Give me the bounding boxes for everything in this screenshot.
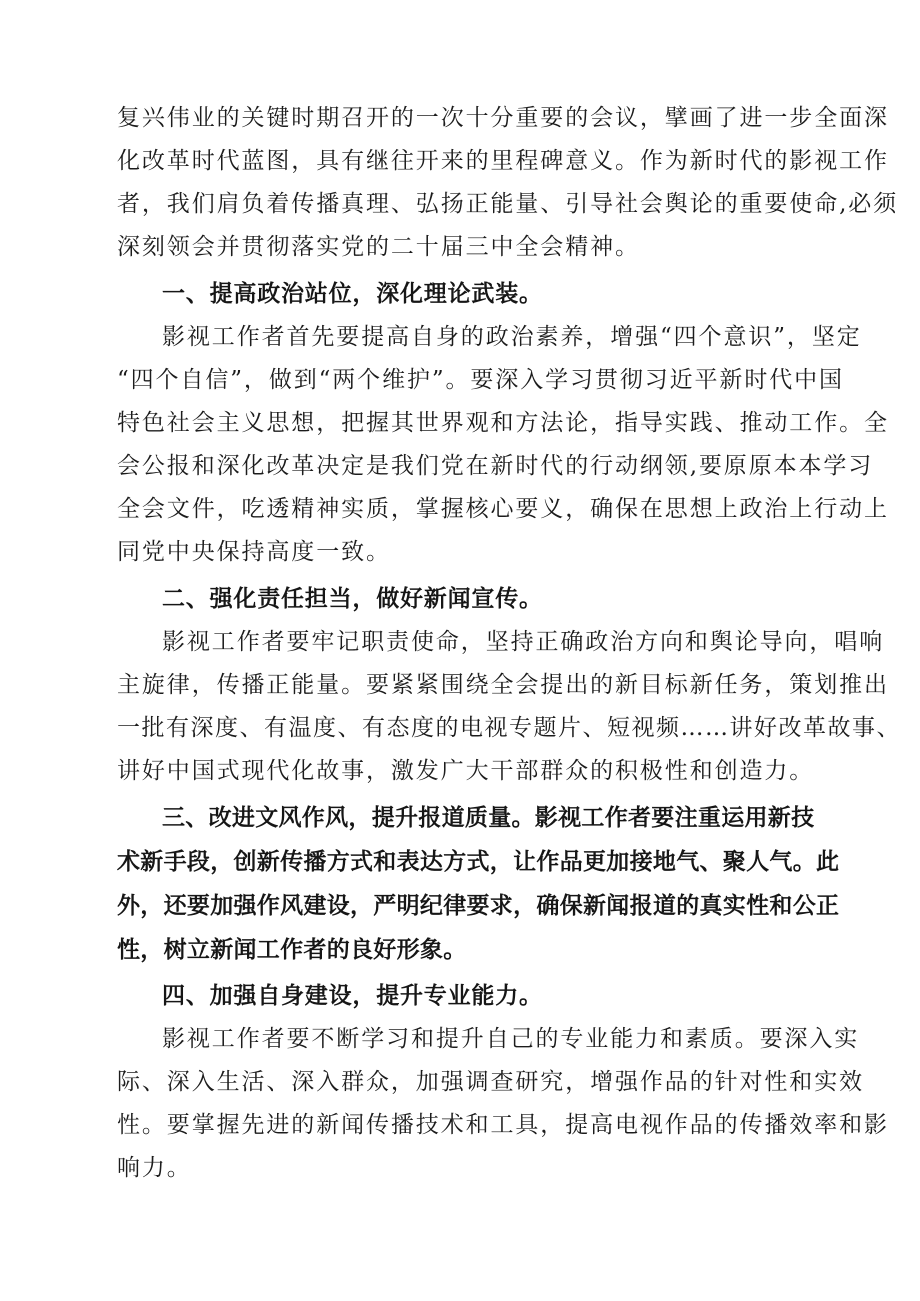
section-3-line-4: 性，树立新闻工作者的良好形象。: [117, 937, 467, 963]
section-2-heading: 二、强化责任担当，做好新闻宣传。: [162, 586, 543, 612]
section-4-line-2: 际、深入生活、深入群众，加强调查研究，增强作品的针对性和实效: [117, 1069, 864, 1095]
intro-line-1: 复兴伟业的关键时期召开的一次十分重要的会议，擘画了进一步全面深: [117, 105, 889, 131]
section-1-line-1: 影视工作者首先要提高自身的政治素养，增强“四个意识”，坚定: [162, 324, 862, 350]
section-1-heading: 一、提高政治站位，深化理论武装。: [162, 281, 543, 307]
section-3-line-2: 术新手段，创新传播方式和表达方式，让作品更加接地气、聚人气。此: [117, 849, 840, 875]
intro-line-4: 深刻领会并贯彻落实党的二十届三中全会精神。: [117, 234, 640, 260]
section-1-line-5: 全会文件，吃透精神实质，掌握核心要义，确保在思想上政治上行动上: [117, 496, 889, 522]
section-3-line-3: 外，还要加强作风建设，严明纪律要求，确保新闻报道的真实性和公正: [117, 893, 840, 919]
section-3-line-1: 三、改进文风作风，提升报道质量。影视工作者要注重运用新技: [162, 805, 815, 831]
section-2-line-3: 一批有深度、有温度、有态度的电视专题片、短视频……讲好改革故事、: [117, 715, 901, 741]
intro-line-3: 者，我们肩负着传播真理、弘扬正能量、引导社会舆论的重要使命,必须: [117, 191, 899, 217]
section-4-heading: 四、加强自身建设，提升专业能力。: [162, 983, 543, 1009]
intro-line-2: 化改革时代蓝图，具有继往开来的里程碑意义。作为新时代的影视工作: [117, 148, 889, 174]
section-1-line-4: 会公报和深化改革决定是我们党在新时代的行动纲领,要原原本本学习: [117, 453, 874, 479]
section-1-line-2: “四个自信”，做到“两个维护”。要深入学习贯彻习近平新时代中国: [117, 367, 844, 393]
section-2-line-1: 影视工作者要牢记职责使命，坚持正确政治方向和舆论导向，唱响: [162, 629, 885, 655]
section-2-line-4: 讲好中国式现代化故事，激发广大干部群众的积极性和创造力。: [117, 758, 815, 784]
section-1-line-3: 特色社会主义思想，把握其世界观和方法论，指导实践、推动工作。全: [117, 410, 889, 436]
section-4-line-4: 响力。: [117, 1155, 192, 1181]
section-2-line-2: 主旋律，传播正能量。要紧紧围绕全会提出的新目标新任务，策划推出: [117, 672, 889, 698]
section-4-line-3: 性。要掌握先进的新闻传播技术和工具，提高电视作品的传播效率和影: [117, 1112, 889, 1138]
section-1-line-6: 同党中央保持高度一致。: [117, 539, 391, 565]
section-4-line-1: 影视工作者要不断学习和提升自己的专业能力和素质。要深入实: [162, 1026, 860, 1052]
